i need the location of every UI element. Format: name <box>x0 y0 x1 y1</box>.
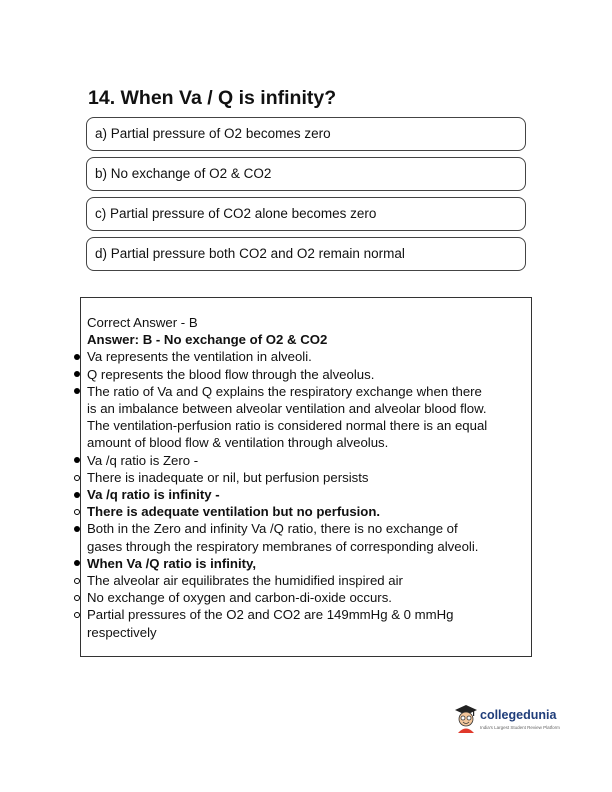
list-item: Both in the Zero and infinity Va /Q ratio, there is no exchange of <box>87 520 537 537</box>
list-item: Q represents the blood flow through the alveolus. <box>87 366 537 383</box>
list-item: Va /q ratio is Zero - <box>87 452 537 469</box>
sub-list-item: There is adequate ventilation but no perfusion. <box>87 503 537 520</box>
list-item-continuation: amount of blood flow & ventilation through alveolus. <box>87 435 389 451</box>
list-item: When Va /Q ratio is infinity, <box>87 555 537 572</box>
graduate-mascot-icon <box>454 704 478 734</box>
bullet-icon <box>74 492 80 498</box>
sub-bullet-icon <box>74 475 80 481</box>
list-item-continuation: The ventilation-perfusion ratio is considered normal there is an equal <box>87 418 488 434</box>
sub-bullet-icon <box>74 578 80 584</box>
answer-heading: Answer: B - No exchange of O2 & CO2 <box>87 332 328 348</box>
logo-wordmark: collegedunia <box>480 708 557 722</box>
sub-list-item: No exchange of oxygen and carbon-di-oxide occurs. <box>87 589 537 606</box>
option-a[interactable]: a) Partial pressure of O2 becomes zero <box>86 117 526 151</box>
option-c[interactable]: c) Partial pressure of CO2 alone becomes zero <box>86 197 526 231</box>
logo-tagline: India's Largest Student Review Platform <box>480 725 560 730</box>
option-d[interactable]: d) Partial pressure both CO2 and O2 remain normal <box>86 237 526 271</box>
bullet-icon <box>74 354 80 360</box>
correct-answer-label: Correct Answer - B <box>87 315 198 330</box>
list-item: The ratio of Va and Q explains the respiratory exchange when there <box>87 383 537 400</box>
sub-list-item: There is inadequate or nil, but perfusion persists <box>87 469 537 486</box>
list-item-continuation: respectively <box>87 624 157 640</box>
list-item-continuation: is an imbalance between alveolar ventilation and alveolar blood flow. <box>87 401 487 417</box>
bullet-icon <box>74 526 80 532</box>
sub-list-item: The alveolar air equilibrates the humidified inspired air <box>87 572 537 589</box>
question-title: 14. When Va / Q is infinity? <box>88 87 337 109</box>
options-list <box>86 117 526 277</box>
sub-list-item: Partial pressures of the O2 and CO2 are 149mmHg & 0 mmHg <box>87 606 537 623</box>
option-b[interactable]: b) No exchange of O2 & CO2 <box>86 157 526 191</box>
list-item: Va represents the ventilation in alveoli. <box>87 348 537 365</box>
list-item: Va /q ratio is infinity - <box>87 486 537 503</box>
collegedunia-logo <box>454 704 574 744</box>
list-item-continuation: gases through the respiratory membranes of corresponding alveoli. <box>87 538 479 554</box>
answer-explanation <box>87 314 537 641</box>
